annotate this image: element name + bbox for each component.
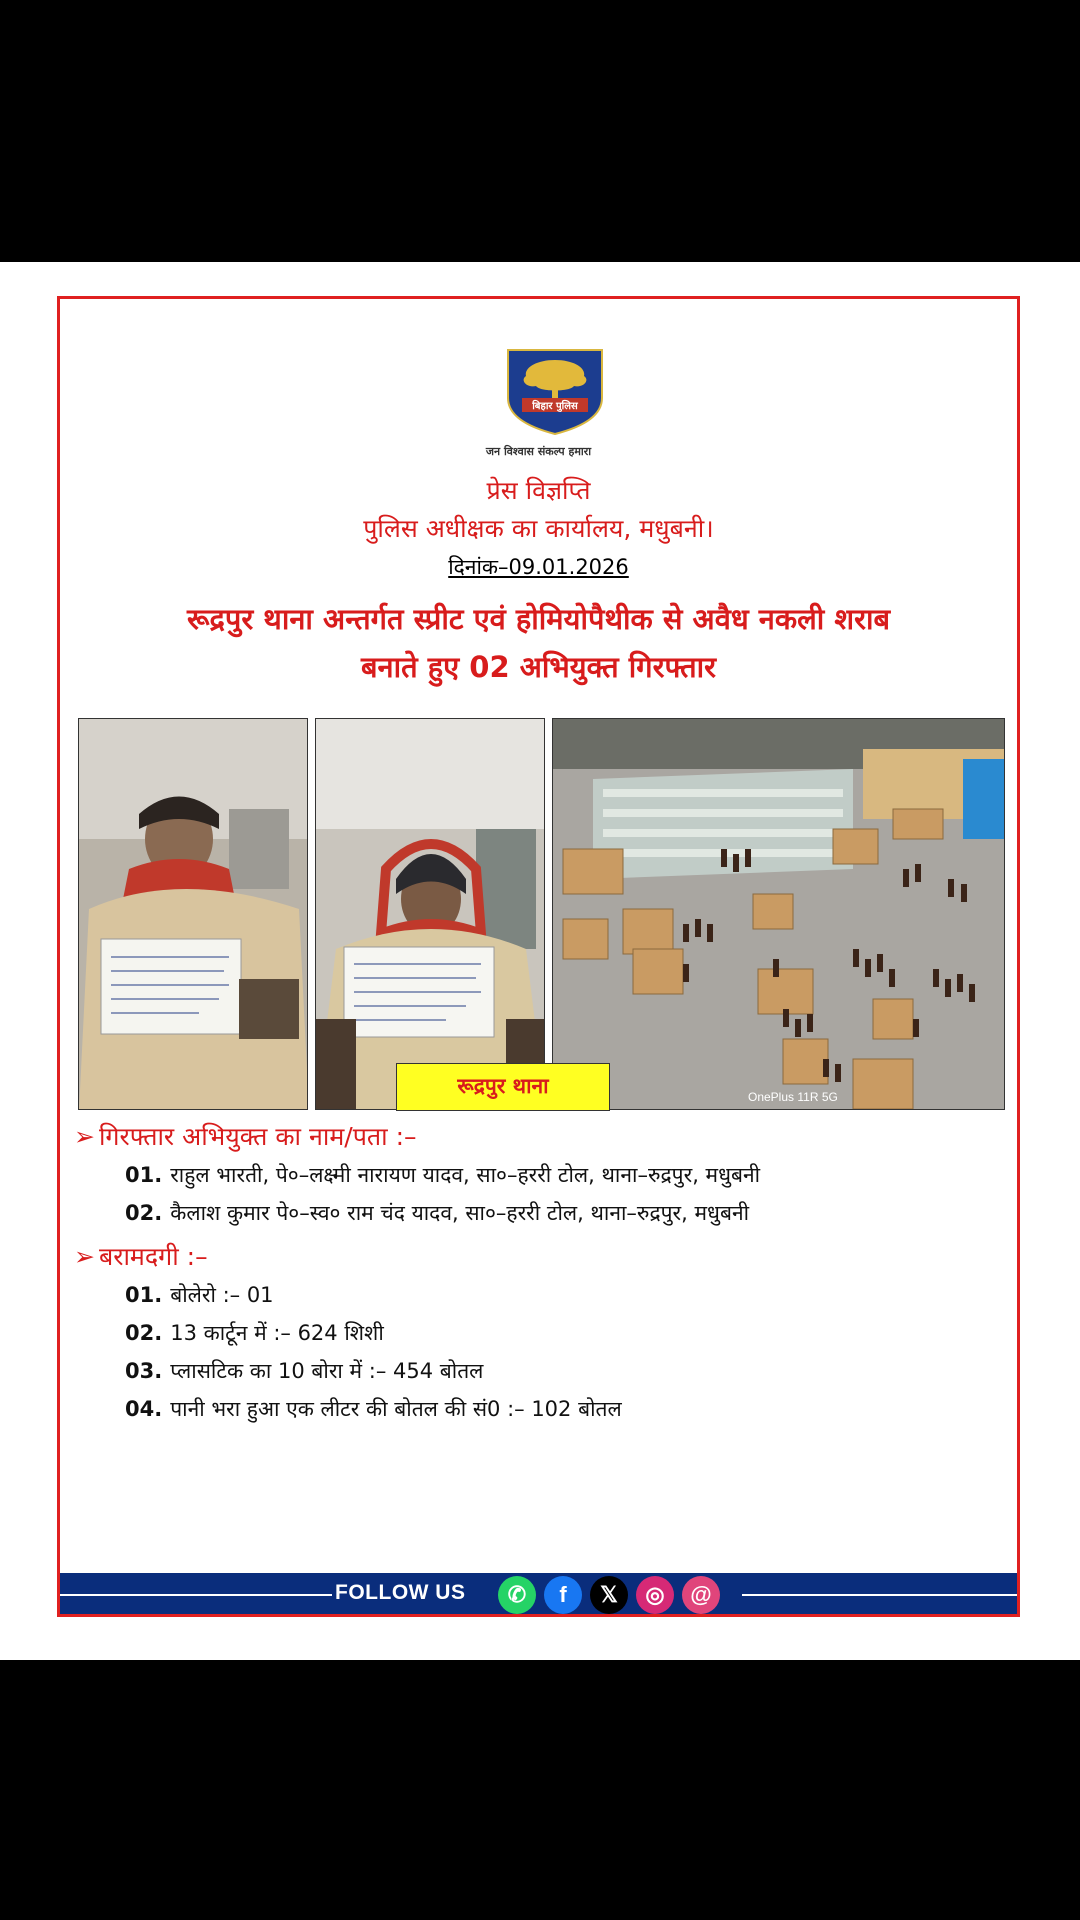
recovery-section-title: ➢ बरामदगी :–: [74, 1242, 208, 1271]
headline-line-1: रूद्रपुर थाना अन्तर्गत स्प्रीट एवं होमियोपैथीक से अवैध नकली शराब: [186, 602, 891, 636]
accused-2-photo: [315, 718, 545, 1110]
accused-item: 02. कैलाश कुमार पे०–स्व० राम चंद यादव, सा०–हररी टोल, थाना–रुद्रपुर, मधुबनी: [125, 1201, 750, 1225]
press-release-document: [0, 262, 1080, 1660]
accused-1-photo: [78, 718, 308, 1110]
whatsapp-icon[interactable]: ✆: [498, 1576, 536, 1614]
recovery-item: 03. प्लासटिक का 10 बोरा में :– 454 बोतल: [125, 1359, 484, 1383]
recovery-item: 02. 13 कार्टून में :– 624 शिशी: [125, 1321, 384, 1345]
camera-watermark: OnePlus 11R 5G: [748, 1090, 838, 1104]
bihar-police-logo: [500, 346, 610, 436]
recovery-item: 04. पानी भरा हुआ एक लीटर की बोतल की सं0 :– 102 बोतल: [125, 1397, 622, 1421]
logo-badge-text: बिहार पुलिस: [532, 401, 578, 412]
facebook-icon[interactable]: f: [544, 1576, 582, 1614]
headline-line-2: बनाते हुए 02 अभियुक्त गिरफ्तार: [360, 650, 717, 684]
follow-us-footer: [60, 1573, 1017, 1617]
logo-motto: जन विश्वास संकल्प हमारा: [485, 445, 592, 458]
seized-items-photo: [552, 718, 1005, 1110]
accused-item: 01. राहुल भारती, पे०–लक्ष्मी नारायण यादव, सा०–हररी टोल, थाना–रुद्रपुर, मधुबनी: [125, 1163, 761, 1187]
arrow-icon: ➢: [74, 1122, 95, 1151]
footer-divider: [742, 1594, 1017, 1596]
x-icon[interactable]: 𝕏: [590, 1576, 628, 1614]
threads-icon[interactable]: @: [682, 1576, 720, 1614]
footer-divider: [60, 1594, 332, 1596]
arrow-icon: ➢: [74, 1242, 95, 1271]
station-tag: रूद्रपुर थाना: [396, 1063, 610, 1111]
release-date: दिनांक–09.01.2026: [448, 555, 629, 579]
press-release-frame: [57, 296, 1020, 1617]
accused-section-title: ➢ गिरफ्तार अभियुक्त का नाम/पता :–: [74, 1122, 417, 1151]
press-release-title: प्रेस विज्ञप्ति: [486, 476, 591, 505]
instagram-icon[interactable]: ◎: [636, 1576, 674, 1614]
follow-us-label: FOLLOW US: [335, 1581, 466, 1604]
recovery-item: 01. बोलेरो :– 01: [125, 1283, 274, 1307]
office-name: पुलिस अधीक्षक का कार्यालय, मधुबनी।: [363, 514, 714, 543]
